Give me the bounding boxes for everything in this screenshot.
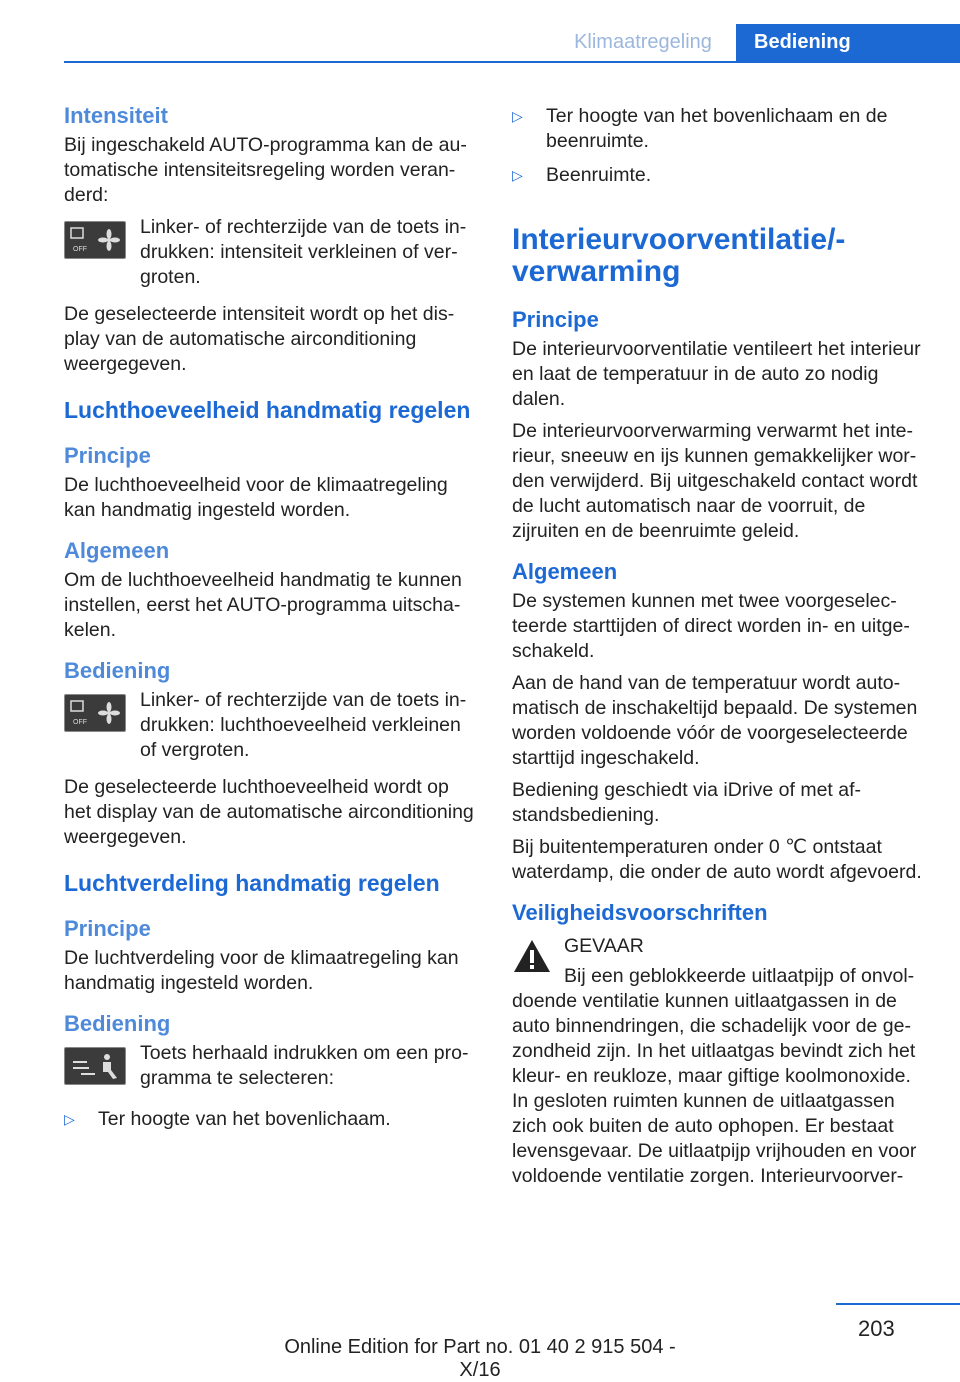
airflow-instruction xyxy=(64,688,478,763)
general-text-3: Bediening geschiedt via iDrive of met afstandsbediening. xyxy=(512,779,862,826)
triangle-bullet-icon: ▷ xyxy=(512,167,523,183)
distribution-instruction xyxy=(64,1041,478,1091)
airflow-heading: Luchthoeveelheid handmatig regelen xyxy=(64,397,471,423)
intensity-display-note: De geselecteerde intensiteit wordt op het display van de automatische airconditioning weergegeven. xyxy=(64,303,455,375)
distribution-principle-heading: Principe xyxy=(64,916,151,941)
warning-label: GEVAAR xyxy=(564,935,644,957)
list-item-text: Ter hoogte van het bovenlichaam. xyxy=(98,1108,391,1130)
airflow-principle-text: De luchthoeveelheid voor de klimaatregeling kan handmatig ingesteld worden. xyxy=(64,474,448,521)
list-item-text: Ter hoogte van het bovenlichaam en de beenruimte. xyxy=(546,105,888,152)
footer-rule xyxy=(836,1303,960,1305)
list-item xyxy=(64,1107,478,1132)
fan-button-icon xyxy=(64,694,126,732)
airflow-operation-heading: Bediening xyxy=(64,658,171,683)
footer-edition: Online Edition for Part no. 01 40 2 915 504 - X/16 xyxy=(284,1336,676,1381)
svg-text:OFF: OFF xyxy=(73,719,87,726)
left-column xyxy=(64,100,478,1141)
intensity-intro: Bij ingeschakeld AUTO-programma kan de automatische intensiteitsregeling worden veranderd: xyxy=(64,134,467,206)
triangle-bullet-icon: ▷ xyxy=(64,1111,75,1127)
airflow-general-heading: Algemeen xyxy=(64,538,170,563)
general-heading: Algemeen xyxy=(512,559,618,584)
warning-block xyxy=(512,930,928,1189)
list-item xyxy=(512,163,928,188)
general-text-2: Aan de hand van de temperatuur wordt automatisch de inschakeltijd bepaald. De systemen worden voldoende vóór de voorgeselecteerde starttijd ingeschakeld. xyxy=(512,672,918,769)
header-rule xyxy=(64,61,960,63)
page-number: 203 xyxy=(858,1316,895,1341)
air-distribution-button-icon xyxy=(64,1047,126,1085)
principle-text-1: De interieurvoorventilatie ventileert het interieur en laat de temperatuur in de auto zo nodig dalen. xyxy=(512,338,921,410)
distribution-principle-text: De luchtverdeling voor de klimaatregeling kan handmatig ingesteld worden. xyxy=(64,947,459,994)
airflow-principle-heading: Principe xyxy=(64,443,151,468)
general-text-1: De systemen kunnen met twee voorgeselecteerde starttijden of direct worden in- en uitgeschakeld. xyxy=(512,590,910,662)
distribution-heading: Luchtverdeling handmatig regelen xyxy=(64,870,440,896)
fan-button-icon xyxy=(64,221,126,259)
intensity-instruction-text: Linker- of rechterzijde van de toets indrukken: intensiteit verkleinen of vergroten. xyxy=(140,216,467,288)
svg-text:OFF: OFF xyxy=(73,246,87,253)
safety-heading: Veiligheidsvoorschriften xyxy=(512,900,768,925)
airflow-instruction-text: Linker- of rechterzijde van de toets indrukken: luchthoeveelheid verkleinen of vergroten. xyxy=(140,689,467,761)
general-text-4: Bij buitentemperaturen onder 0 ℃ ontstaat waterdamp, die onder de auto wordt afgevoerd. xyxy=(512,836,922,883)
warning-text: Bij een geblokkeerde uitlaatpijp of onvoldoende ventilatie kunnen uitlaatgassen in de auto binnendringen, die schadelijk voor de gezondheid zijn. In het uitlaatgas bevindt zich het kleur- en reukloze, maar giftige koolmonoxide. In gesloten ruimten kunnen de uitlaatgassen zich ook buiten de auto ophopen. Er bestaat levensgevaar. De uitlaatpijp vrijhouden en voor voldoende ventilatie zorgen. Interieurvoorver- xyxy=(512,965,917,1187)
airflow-display-note: De geselecteerde luchthoeveelheid wordt op het display van de automatische airconditioning weergegeven. xyxy=(64,776,474,848)
intensity-heading: Intensiteit xyxy=(64,103,168,128)
intensity-instruction xyxy=(64,215,478,290)
header-tab-bediening[interactable]: Bediening xyxy=(736,24,960,61)
header-tab-klimaatregeling[interactable]: Klimaatregeling xyxy=(574,31,712,53)
list-item xyxy=(512,104,928,154)
section-title: Interieurvoorventilatie/-verwarming xyxy=(512,223,846,288)
warning-triangle-icon xyxy=(512,938,552,981)
principle-text-2: De interieurvoorverwarming verwarmt het interieur, sneeuw en ijs kunnen gemakkelijker worden verwijderd. Bij uitgeschakeld contact wordt de lucht automatisch naar de voorruit, de zijruiten en de beenruimte geleid. xyxy=(512,420,918,542)
list-item-text: Beenruimte. xyxy=(546,164,652,186)
triangle-bullet-icon: ▷ xyxy=(512,108,523,124)
distribution-instruction-text: Toets herhaald indrukken om een programma te selecteren: xyxy=(140,1042,469,1089)
airflow-general-text: Om de luchthoeveelheid handmatig te kunnen instellen, eerst het AUTO-programma uitschakelen. xyxy=(64,569,462,641)
right-column xyxy=(512,100,928,1196)
distribution-operation-heading: Bediening xyxy=(64,1011,171,1036)
principle-heading: Principe xyxy=(512,307,599,332)
